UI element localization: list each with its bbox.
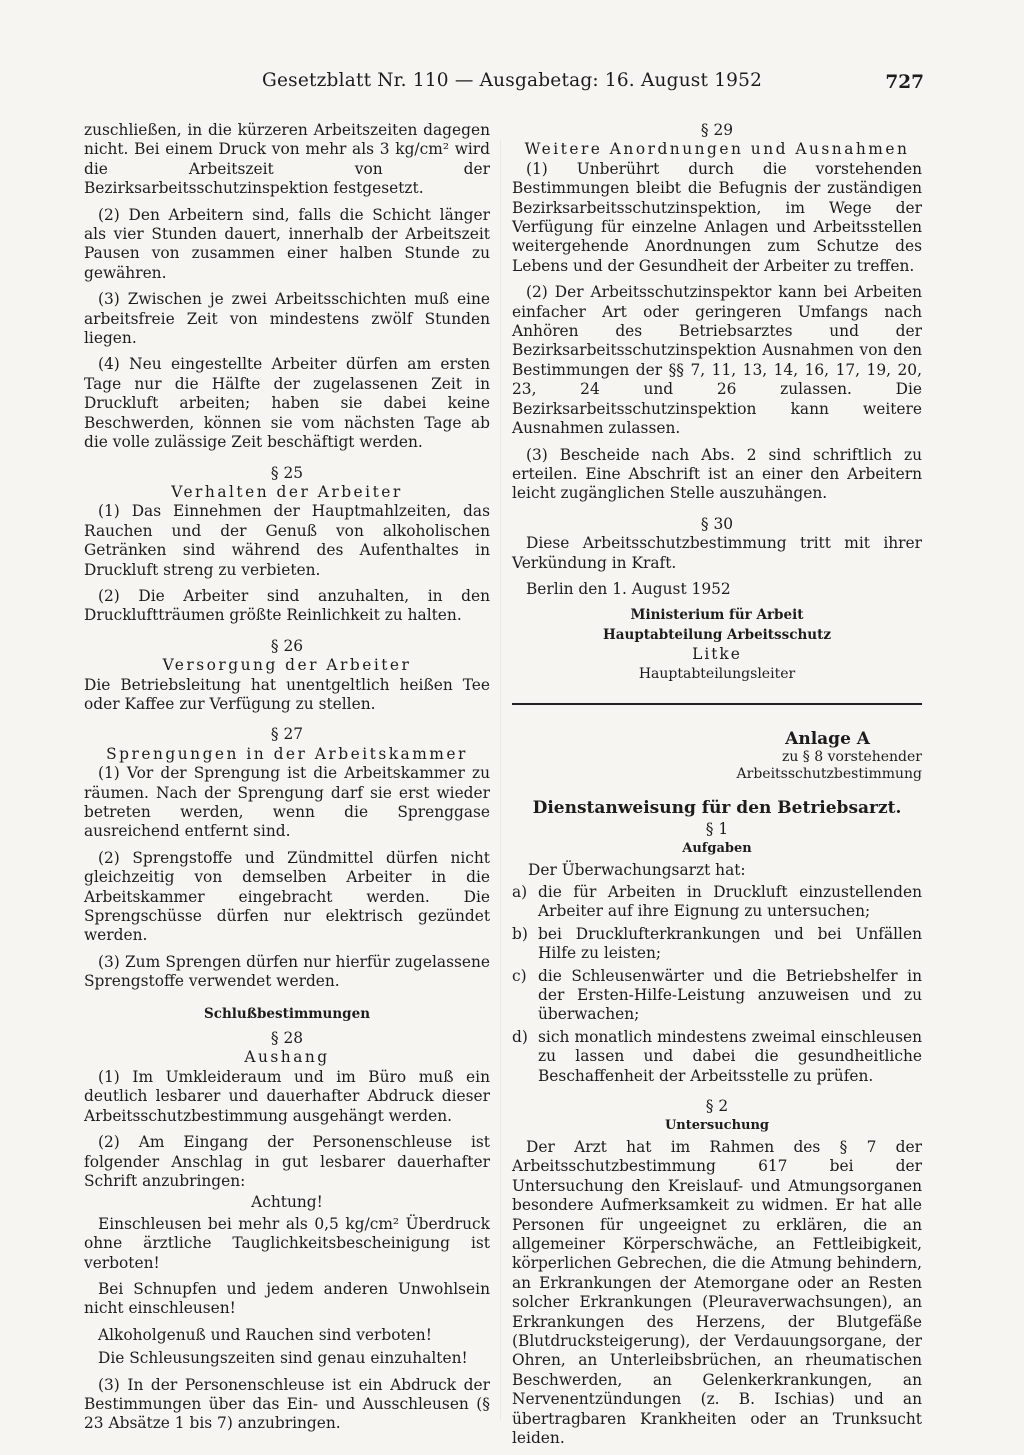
paragraph: (2) Die Arbeiter sind anzuhalten, in den Druckluftträumen größte Reinlichkeit zu halten. <box>84 586 490 625</box>
paragraph: Diese Arbeitsschutzbestimmung tritt mit ihrer Verkündung in Kraft. <box>512 534 922 572</box>
paragraph: (3) Zum Sprengen dürfen nur hierfür zugelassene Sprengstoffe verwendet werden. <box>84 952 490 991</box>
annex-subtitle: Arbeitsschutzbestimmung <box>736 766 922 783</box>
paragraph: (1) Unberührt durch die vorstehenden Bestimmungen bleibt die Befugnis der zuständigen Bezirksarbeitsschutzinspektion, im Wege der Verfügung für einzelne Anlagen und Arbeitsstellen weitergehende Anordnungen zum Schutze des Lebens und der Gesundheit der Arbeiter zu treffen. <box>512 159 922 275</box>
list-text: bei Drucklufterkrankungen und bei Unfällen Hilfe zu leisten; <box>538 924 922 963</box>
list-letter: c) <box>512 966 527 985</box>
signature-ministry: Ministerium für Arbeit <box>630 607 804 624</box>
section-number: § 28 <box>270 1029 304 1048</box>
left-column <box>84 121 490 1441</box>
final-provisions-heading: Schlußbestimmungen <box>203 1005 371 1022</box>
gazette-title: Gesetzblatt Nr. 110 — Ausgabetag: 16. August 1952 <box>262 70 763 91</box>
date-line: Berlin den 1. August 1952 <box>526 579 731 598</box>
list-item <box>512 883 922 922</box>
section-number: § 30 <box>700 514 734 533</box>
paragraph: (3) Bescheide nach Abs. 2 sind schriftlich zu erteilen. Eine Abschrift ist an einer den Arbeitern leicht zugänglichen Stelle auszuhängen. <box>512 445 922 503</box>
paragraph: Der Arzt hat im Rahmen des § 7 der Arbeitsschutzbestimmung 617 bei der Untersuchung den Kreislauf- und Atmungsorganen besondere Aufmerksamkeit zu widmen. Er hat alle Personen für ungeeignet zu erklären, die an allgemeiner Körperschwäche, an Fettleibigkeit, körperlichen Gebrechen, die die Atmung behindern, an Erkrankungen der Atemorgane oder an Resten solcher Erkrankungen (Pleuraverwachsungen), an Erkrankungen des Herzens, der Blutgefäße (Blutdrucksteigerung), der Verdauungsorgane, der Ohren, an Unterleibsbrüchen, an rheumatischen Beschwerden, an Gelenkerkrankungen, an Nervenentzündungen (z. B. Ischias) und an übertragbaren Krankheiten oder an Trunksucht leiden. <box>512 1137 922 1447</box>
list-item <box>512 967 922 1025</box>
notice-line: Einschleusen bei mehr als 0,5 kg/cm² Überdruck ohne ärztliche Tauglichkeitsbescheinigung ist verboten! <box>84 1214 490 1272</box>
section-number: § 2 <box>705 1097 729 1116</box>
page-number: 727 <box>885 72 924 93</box>
section-title: Versorgung der Arbeiter <box>162 656 412 675</box>
paragraph: Der Überwachungsarzt hat: <box>528 860 746 879</box>
paragraph: (2) Sprengstoffe und Zündmittel dürfen nicht gleichzeitig von demselben Arbeiter in die Arbeitskammer eingebracht werden. Die Sprengschüsse dürfen nur elektrisch gezündet werden. <box>84 848 490 945</box>
section-number: § 1 <box>705 819 729 838</box>
paragraph: (1) Das Einnehmen der Hauptmahlzeiten, das Rauchen und der Genuß von alkoholischen Getränken sind während des Aufenthaltes in Druckluft streng zu verbieten. <box>84 502 490 579</box>
paragraph: (3) Zwischen je zwei Arbeitsschichten muß eine arbeitsfreie Zeit von mindestens zwölf Stunden liegen. <box>84 290 490 348</box>
column-divider <box>500 140 501 1420</box>
paragraph: (3) In der Personenschleuse ist ein Abdruck der Bestimmungen über das Ein- und Ausschleusen (§ 23 Absätze 1 bis 7) anzubringen. <box>84 1375 490 1433</box>
notice-line: Bei Schnupfen und jedem anderen Unwohlsein nicht einschleusen! <box>84 1279 490 1318</box>
section-number: § 27 <box>270 725 304 744</box>
paragraph: (2) Am Eingang der Personenschleuse ist folgender Anschlag in gut lesbarer dauerhafter Schrift anzubringen: <box>84 1133 490 1190</box>
list-text: sich monatlich mindestens zweimal einschleusen zu lassen und dabei die gesundheitliche Beschaffenheit der Arbeitsstelle zu prüfen. <box>538 1027 922 1085</box>
signature-name: Litke <box>692 645 742 664</box>
paragraph: (1) Im Umkleideraum und im Büro muß ein deutlich lesbarer und dauerhafter Abdruck dieser Arbeitsschutzbestimmung ausgehängt werden. <box>84 1067 490 1125</box>
list-letter: a) <box>512 883 528 901</box>
section-title: Weitere Anordnungen und Ausnahmen <box>524 140 910 159</box>
signature-department: Hauptabteilung Arbeitsschutz <box>603 626 831 643</box>
section-rule <box>512 703 922 705</box>
instruction-title: Dienstanweisung für den Betriebsarzt. <box>532 798 902 819</box>
page-header <box>0 70 1024 100</box>
notice-line: Alkoholgenuß und Rauchen sind verboten! <box>98 1325 432 1344</box>
section-title: Verhalten der Arbeiter <box>171 482 403 501</box>
notice-heading: Achtung! <box>251 1193 323 1212</box>
notice-line: Die Schleusungszeiten sind genau einzuhalten! <box>98 1349 468 1368</box>
paragraph: (2) Den Arbeitern sind, falls die Schicht länger als vier Stunden dauert, innerhalb der Arbeitszeit Pausen von zusammen einer halben Stunde zu gewähren. <box>84 205 490 282</box>
annex-subtitle: zu § 8 vorstehender <box>781 749 922 766</box>
section-number: § 26 <box>270 636 304 655</box>
section-title: Aushang <box>244 1048 330 1067</box>
annex-title: Anlage A <box>785 728 870 749</box>
section-title: Aufgaben <box>682 841 752 857</box>
paragraph: (2) Der Arbeitsschutzinspektor kann bei Arbeiten einfacher Art oder geringeren Umfangs nach Anhören des Betriebsarztes und der Bezirksarbeitsschutzinspektion Ausnahmen von den Bestimmungen der §§ 7, 11, 13, 14, 16, 17, 19, 20, 23, 24 und 26 zulassen. Die Bezirksarbeitsschutzinspektion kann weitere Ausnahmen zulassen. <box>512 283 922 438</box>
right-column <box>512 121 922 1455</box>
list-item <box>512 925 922 964</box>
paragraph: (4) Neu eingestellte Arbeiter dürfen am ersten Tage nur die Hälfte der zugelassenen Zeit in Druckluft arbeiten; haben sie dabei keine Beschwerden, können sie vom nächsten Tage ab die volle zulässige Zeit beschäftigt werden. <box>84 355 490 452</box>
list-letter: b) <box>512 924 528 943</box>
list-text: die Schleusenwärter und die Betriebshelfer in der Ersten-Hilfe-Leistung anzuweisen und zu überwachen; <box>538 966 922 1024</box>
paragraph: zuschließen, in die kürzeren Arbeitszeiten dagegen nicht. Bei einem Druck von mehr als 3 kg/cm² wird die Arbeitszeit von der Bezirksarbeitsschutzinspektion festgesetzt. <box>84 121 490 198</box>
signature-role: Hauptabteilungsleiter <box>638 665 796 682</box>
section-number: § 25 <box>270 463 304 482</box>
paragraph: Die Betriebsleitung hat unentgeltlich heißen Tee oder Kaffee zur Verfügung zu stellen. <box>84 675 490 713</box>
list-item <box>512 1028 922 1086</box>
section-title: Sprengungen in der Arbeitskammer <box>106 744 468 763</box>
section-title: Untersuchung <box>664 1118 770 1134</box>
paragraph: (1) Vor der Sprengung ist die Arbeitskammer zu räumen. Nach der Sprengung darf sie erst wieder betreten werden, wenn die Sprenggase ausreichend entfernt sind. <box>84 764 490 841</box>
list-letter: d) <box>512 1027 528 1046</box>
list-text: die für Arbeiten in Druckluft einzustellenden Arbeiter auf ihre Eignung zu untersuchen; <box>538 883 922 921</box>
section-number: § 29 <box>700 121 734 139</box>
